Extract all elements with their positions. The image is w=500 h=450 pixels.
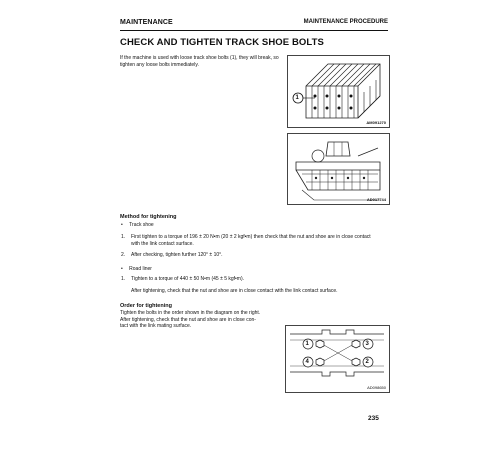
step-text-line: with the link contact surface. bbox=[131, 240, 194, 247]
step-number: 1. bbox=[121, 234, 126, 240]
order-text-line: After tightening, check that the nut and shoe are in close con- bbox=[120, 316, 256, 323]
step-text-line: First tighten to a torque of 196 ± 20 N•m (20 ± 2 kgf•m) then check that the nut and shoe are in close contact bbox=[131, 234, 371, 240]
road-liner-label: Road liner bbox=[129, 266, 152, 272]
order-callout-3: 3 bbox=[365, 340, 369, 347]
page-header bbox=[120, 19, 388, 29]
figure-tightening-order bbox=[285, 325, 390, 393]
step-text bbox=[131, 234, 396, 247]
track-shoe-label: Track shoe bbox=[129, 222, 154, 228]
tightening-order-diagram bbox=[286, 326, 389, 392]
order-text-line: Tighten the bolts in the order shown in the diagram on the right. bbox=[120, 310, 261, 316]
header-rule bbox=[120, 30, 388, 31]
road-liner-note: After tightening, check that the nut and shoe are in close contact with the link contact surface. bbox=[131, 288, 338, 294]
order-text bbox=[120, 310, 280, 330]
track-bolts-illustration bbox=[288, 56, 389, 127]
bullet-glyph: • bbox=[121, 222, 123, 228]
step-text: After checking, tighten further 120° ± 10°. bbox=[131, 252, 223, 258]
order-callout-2: 2 bbox=[365, 358, 369, 365]
header-chapter: MAINTENANCE PROCEDURE bbox=[303, 19, 388, 25]
road-liner-bullet bbox=[121, 266, 152, 272]
step-text: Tighten to a torque of 440 ± 50 N•m (45 ± 5 kgf•m). bbox=[131, 276, 245, 282]
order-text-line: tact with the link mating surface. bbox=[120, 323, 192, 329]
method-title: Method for tightening bbox=[120, 214, 177, 220]
figure-undercarriage bbox=[287, 133, 390, 205]
figure-track-bolts bbox=[287, 55, 390, 128]
step-number: 2. bbox=[121, 252, 126, 258]
callout-1: 1 bbox=[295, 94, 299, 101]
track-shoe-bullet bbox=[121, 222, 154, 228]
step-number: 1. bbox=[121, 276, 126, 282]
undercarriage-illustration bbox=[288, 134, 389, 204]
figure-code: AM091270 bbox=[366, 120, 386, 125]
page-title: CHECK AND TIGHTEN TRACK SHOE BOLTS bbox=[120, 37, 324, 48]
bullet-glyph: • bbox=[121, 266, 123, 272]
figure-code: AD017744 bbox=[366, 197, 386, 202]
order-title: Order for tightening bbox=[120, 303, 172, 309]
header-section: MAINTENANCE bbox=[120, 19, 173, 26]
order-callout-1: 1 bbox=[305, 340, 309, 347]
page-number: 235 bbox=[368, 415, 379, 422]
order-callout-4: 4 bbox=[305, 358, 309, 365]
figure-code: AD098650 bbox=[367, 385, 386, 390]
intro-text: If the machine is used with loose track shoe bolts (1), they will break, so tighten any loose bolts immediately. bbox=[120, 55, 279, 68]
